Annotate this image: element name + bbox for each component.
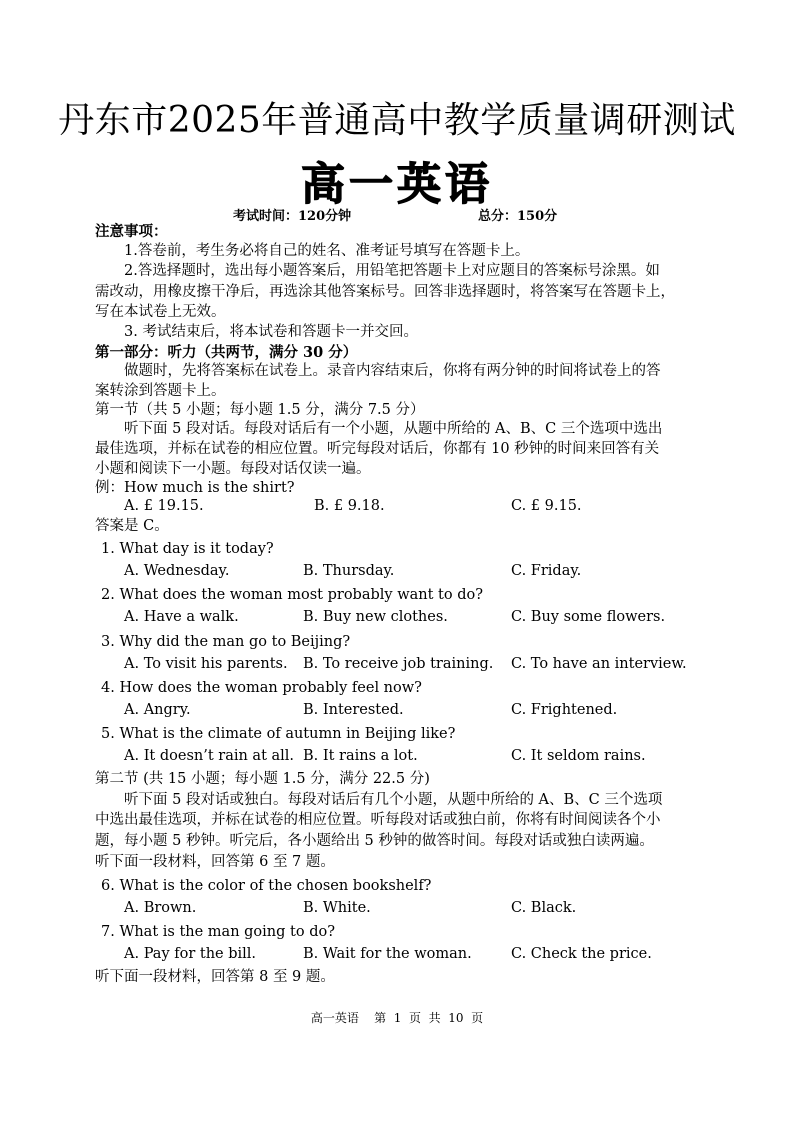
q3-option-a: A. To visit his parents. — [124, 656, 288, 672]
q3-option-c: C. To have an interview. — [511, 656, 687, 672]
section2-intro-cont2: 题，每小题 5 秒钟。听完后，各小题给出 5 秒钟的做答时间。每段对话或独白读两遍。 — [95, 833, 654, 849]
q3-option-b: B. To receive job training. — [303, 656, 494, 672]
question-3: 3. Why did the man go to Beijing? — [101, 634, 351, 650]
question-2: 2. What does the woman most probably want to do? — [101, 587, 483, 603]
q4-option-b: B. Interested. — [303, 702, 404, 718]
q6-option-c: C. Black. — [511, 900, 577, 916]
q7-option-c: C. Check the price. — [511, 946, 652, 962]
part1-intro-cont: 案转涂到答题卡上。 — [95, 383, 226, 399]
q5-option-b: B. It rains a lot. — [303, 748, 418, 764]
exam-subject: 高一英语 — [301, 159, 493, 210]
exam-total-score: 总分：150分 — [478, 209, 558, 224]
q5-option-a: A. It doesn’t rain at all. — [124, 748, 295, 764]
notice-item-1: 1.答卷前，考生务必将自己的姓名、准考证号填写在答题卡上。 — [124, 243, 530, 259]
q6-option-b: B. White. — [303, 900, 371, 916]
q5-option-c: C. It seldom rains. — [511, 748, 646, 764]
part1-heading: 第一部分：听力（共两节，满分 30 分） — [95, 344, 358, 361]
page-footer: 高一英语 第 1 页 共 10 页 — [310, 1011, 484, 1025]
q7-option-b: B. Wait for the woman. — [303, 946, 472, 962]
notice-item-2: 2.答选择题时，选出每小题答案后，用铅笔把答题卡上对应题目的答案标号涂黑。如 — [124, 263, 660, 279]
q4-option-c: C. Frightened. — [511, 702, 618, 718]
notice-item-3: 3. 考试结束后，将本试卷和答题卡一并交回。 — [124, 324, 418, 340]
exam-title: 丹东市2025年普通高中教学质量调研测试 — [58, 100, 736, 141]
part1-intro: 做题时，先将答案标在试卷上。录音内容结束后，你将有两分钟的时间将试卷上的答 — [124, 363, 661, 379]
section2-intro: 听下面 5 段对话或独白。每段对话后有几个小题，从题中所给的 A、B、C 三个选项 — [124, 792, 663, 808]
section1-intro: 听下面 5 段对话。每段对话后有一个小题，从题中所给的 A、B、C 三个选项中选出 — [124, 421, 663, 437]
example-option-c: C. £ 9.15. — [511, 498, 582, 514]
q1-option-b: B. Thursday. — [303, 563, 395, 579]
question-1: 1. What day is it today? — [101, 541, 274, 557]
question-6: 6. What is the color of the chosen bookshelf? — [101, 878, 432, 894]
example-answer: 答案是 C。 — [95, 518, 169, 534]
question-5: 5. What is the climate of autumn in Beijing like? — [101, 726, 456, 742]
section2-heading: 第二节 (共 15 小题；每小题 1.5 分，满分 22.5 分) — [95, 771, 430, 787]
q4-option-a: A. Angry. — [124, 702, 191, 718]
section1-heading: 第一节（共 5 小题；每小题 1.5 分，满分 7.5 分） — [95, 402, 425, 418]
q2-option-c: C. Buy some flowers. — [511, 609, 666, 625]
question-7: 7. What is the man going to do? — [101, 924, 335, 940]
exam-time: 考试时间：120分钟 — [233, 209, 352, 224]
notice-item-2-cont: 需改动，用橡皮擦干净后，再选涂其他答案标号。回答非选择题时，将答案写在答题卡上， — [95, 284, 675, 300]
notice-item-2-cont2: 写在本试卷上无效。 — [95, 304, 226, 320]
q7-option-a: A. Pay for the bill. — [124, 946, 257, 962]
listen-instruction-8-9: 听下面一段材料，回答第 8 至 9 题。 — [95, 969, 335, 985]
example-option-b: B. £ 9.18. — [314, 498, 385, 514]
example-question: 例：How much is the shirt? — [95, 480, 295, 496]
q1-option-c: C. Friday. — [511, 563, 582, 579]
section1-intro-cont: 最佳选项，并标在试卷的相应位置。听完每段对话后，你都有 10 秒钟的时间来回答有关 — [95, 441, 660, 457]
q2-option-b: B. Buy new clothes. — [303, 609, 448, 625]
listen-instruction-6-7: 听下面一段材料，回答第 6 至 7 题。 — [95, 854, 335, 870]
notice-heading: 注意事项： — [95, 223, 168, 240]
q6-option-a: A. Brown. — [124, 900, 197, 916]
example-option-a: A. £ 19.15. — [124, 498, 204, 514]
q2-option-a: A. Have a walk. — [124, 609, 239, 625]
question-4: 4. How does the woman probably feel now? — [101, 680, 422, 696]
section1-intro-cont2: 小题和阅读下一小题。每段对话仅读一遍。 — [95, 461, 371, 477]
q1-option-a: A. Wednesday. — [124, 563, 230, 579]
section2-intro-cont: 中选出最佳选项，并标在试卷的相应位置。听每段对话或独白前，你将有时间阅读各个小 — [95, 812, 661, 828]
